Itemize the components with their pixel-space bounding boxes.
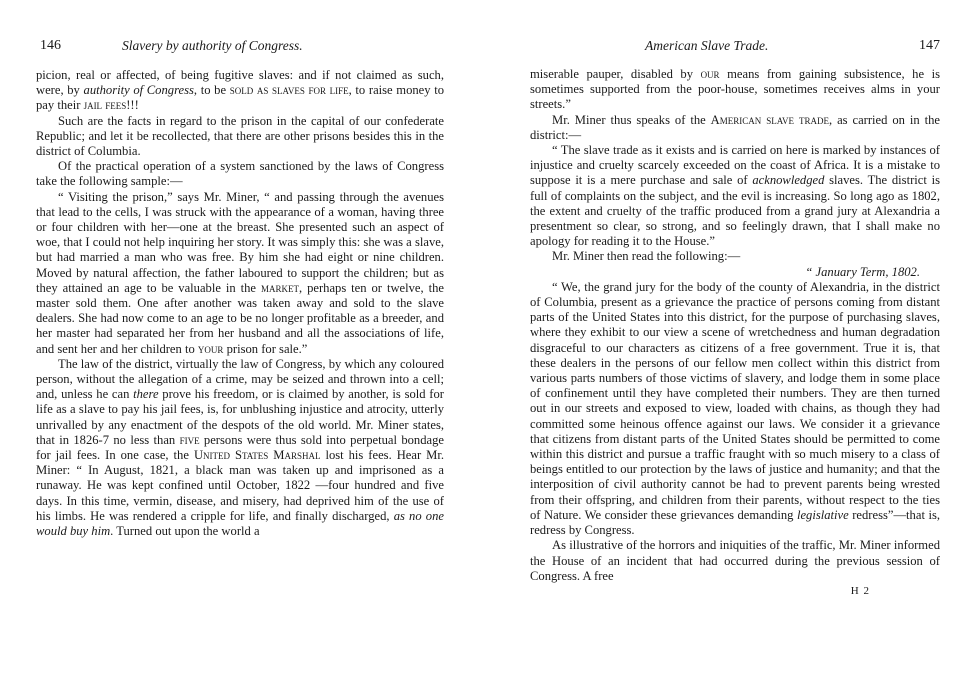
paragraph: Of the practical operation of a system sanctioned by the laws of Congress take the following sample:—	[36, 159, 444, 189]
paragraph: “ January Term, 1802.	[805, 264, 920, 279]
paragraph: “ We, the grand jury for the body of the county of Alexandria, in the district of Columbia, present as a grievance the practice of persons coming from distant parts of the United States into this district, for the purpose of purchasing slaves, where they exhibit to our view a scene of wretchedness and human degradation disgraceful to our characters as citizens of a free government. True it is, that these dealers in the persons of our fellow men collect within this district from various parts numbers of those victims of slavery, and lodge them in some place of confinement until they have completed their numbers. They are then turned out in our streets and exposed to view, loaded with chains, as though they had committed some heinous offence against our laws. We consider it a grievance that citizens from distant parts of the United States should be permitted to come within this district and pursue a traffic fraught with so much misery to a class of beings entitled to our protection by the laws of justice and humanity; and that the interposition of civil authority cannot be had to prevent parents being wrested from their offspring, and children from their parents, without respect to the ties of Nature. We consider these grievances demanding legislative redress”—that is, redress by Congress.	[530, 279, 940, 538]
paragraph: Such are the facts in regard to the prison in the capital of our confederate Republic; and let it be recollected, that there are other prisons besides this in the district of Columbia.	[36, 113, 444, 159]
paragraph: Mr. Miner then read the following:—	[552, 249, 741, 264]
paragraph: The law of the district, virtually the law of Congress, by which any coloured person, without the allegation of a crime, may be seized and thrown into a cell; and, unless he can there prove his freedom, or is claimed by another, is sold for life as a slave to pay his jail fees, is, for unblushing injustice and atrocity, utterly unrivalled by any enactment of the despots of the old world. Mr. Miner states, that in 1826-7 no less than five persons were thus sold into perpetual bondage for jail fees. In one case, the United States Marshal lost his fees. Hear Mr. Miner: “ In August, 1821, a black man was taken up and imprisoned as a runaway. He was kept confined until October, 1822 —four hundred and five days. In this time, vermin, disease, and misery, had deprived him of the use of his limbs. He was rendered a cripple for life, and finally discharged, as no one would buy him. Turned out upon the world a	[36, 356, 445, 539]
paragraph: “ The slave trade as it exists and is carried on here is marked by instances of injustice and cruelty scarcely exceeded on the coast of Africa. It is a mistake to suppose it is a mere purchase and sale of acknowledged slaves. The district is full of complaints on the subject, and the evil is increasing. So long ago as 1802, the extent and cruelty of the traffic produced from a grand jury at Alexandria a presentment so clear, so strong, and so feelingly drawn, that I shall make no apology for reading it to the House.”	[530, 143, 940, 249]
left-page-number: 146	[40, 38, 61, 53]
left-page-body	[36, 68, 444, 539]
signature-mark: H 2	[850, 584, 870, 597]
right-page-body	[530, 67, 940, 599]
paragraph: miserable pauper, disabled by our means from gaining subsistence, he is sometimes supported from the poor-house, sometimes receives alms in your streets.”	[530, 67, 940, 112]
paragraph: Mr. Miner thus speaks of the American slave trade, as carried on in the district:—	[530, 112, 941, 142]
right-running-title: American Slave Trade.	[645, 38, 769, 53]
paragraph: picion, real or affected, of being fugitive slaves: and if not claimed as such, were, by authority of Congress, to be sold as slaves for life, to raise money to pay their jail fees!!!	[36, 68, 445, 113]
right-page	[490, 0, 980, 678]
right-page-number: 147	[919, 38, 940, 53]
paragraph: “ Visiting the prison,” says Mr. Miner, “ and passing through the avenues that lead to the cells, I was struck with the appearance of a woman, having three or four children with her—one at the breast. She presented such an aspect of woe, that I could not help inquiring her story. It was simply this: she was a slave, but had married a man who was free. By him she had eight or nine children. Moved by natural affection, the father laboured to support the children; but as they attained an age to be valuable in the market, perhaps ten or twelve, the master sold them. One after another was taken away and sold to the slave dealers. She had now come to an age to be no longer profitable as a breeder, and her master had separated her from her husband and all the associations of life, and sent her and her children to your prison for sale.”	[36, 189, 444, 356]
left-running-title: Slavery by authority of Congress.	[122, 38, 303, 53]
paragraph: As illustrative of the horrors and iniquities of the traffic, Mr. Miner informed the House of an incident that had occurred during the previous session of Congress. A free	[530, 538, 940, 583]
